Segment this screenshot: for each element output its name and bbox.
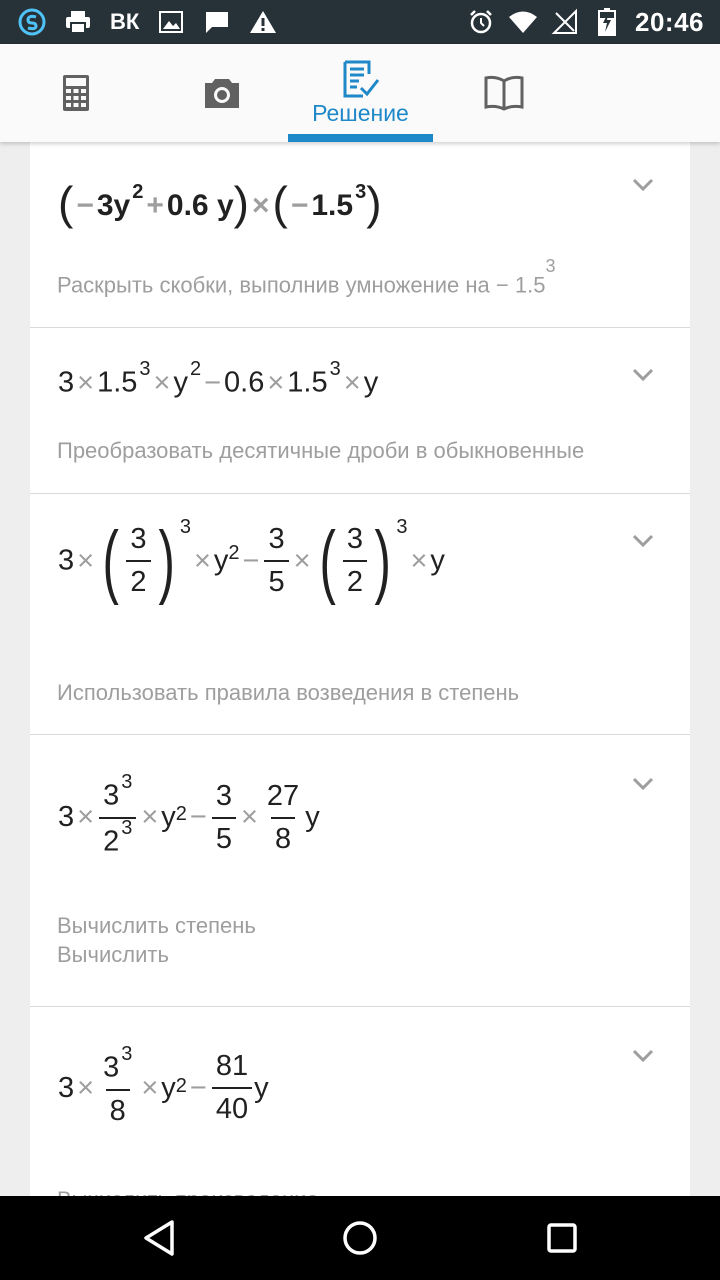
status-bar <box>0 0 720 44</box>
calculator-icon <box>63 75 89 111</box>
step-expression: 3 × $\frac{3 ^3}{8}$ × $y^2$ − $\frac{81}{40}$ y <box>58 1043 269 1127</box>
step-description: Вычислить степень Вычислить <box>57 913 256 967</box>
recents-icon[interactable] <box>542 1218 582 1258</box>
step-card[interactable] <box>30 142 690 328</box>
step-expression: 3 × 1.5 $^3$ × y $^2$ − 0.6 × 1.5 $^3$ × y <box>58 358 379 399</box>
book-icon <box>484 75 524 111</box>
print-icon <box>64 8 92 36</box>
swype-s-icon <box>18 8 46 36</box>
chat-icon <box>203 8 231 36</box>
step-description: Раскрыть скобки, выполнив умножение на − $1.5^3$ <box>57 256 556 298</box>
wifi-icon <box>509 8 537 36</box>
home-icon[interactable] <box>340 1218 380 1258</box>
active-tab-indicator <box>288 134 433 142</box>
system-navigation-bar <box>0 1196 720 1280</box>
step-expression: ( − 3y $^2$ + 0.6 y) ×( − 1.5 $^3$) <box>58 177 382 229</box>
step-card[interactable] <box>30 494 690 735</box>
warning-icon <box>249 8 277 36</box>
camera-icon <box>203 77 241 109</box>
tab-camera[interactable] <box>186 44 258 142</box>
tab-calculator[interactable] <box>40 44 112 142</box>
step-card[interactable] <box>30 328 690 494</box>
chevron-down-icon[interactable] <box>632 777 654 791</box>
vk-icon: ВК <box>110 9 140 34</box>
step-description: Преобразовать десятичные дроби в обыкновенные <box>57 438 585 463</box>
chevron-down-icon[interactable] <box>632 368 654 382</box>
step-card[interactable] <box>30 735 690 1007</box>
step-expression: 3 × $\frac{3 ^3}{2 ^3}$ × $y^2$ − $\frac{3}{5}$ × $\frac{27}{8}$ y <box>58 771 320 858</box>
checklist-icon <box>343 60 379 98</box>
battery-charging-icon <box>593 8 621 36</box>
chevron-down-icon[interactable] <box>632 1049 654 1063</box>
tab-solution[interactable] <box>288 44 433 142</box>
chevron-down-icon[interactable] <box>632 534 654 548</box>
step-description: Использовать правила возведения в степень <box>57 680 520 705</box>
alarm-icon <box>467 8 495 36</box>
tab-solution-label: Решение <box>312 99 409 126</box>
back-icon[interactable] <box>140 1218 180 1258</box>
clock-time: 20:46 <box>635 6 704 37</box>
chevron-down-icon[interactable] <box>632 178 654 192</box>
signal-icon <box>551 8 579 36</box>
step-expression: 3 × ( $\frac{3}{2}$ ) $^3\times y^2$ − $\frac{3}{5}$ × ( $\frac{3}{2}$ ) $^3$× y <box>58 515 445 606</box>
tab-book[interactable] <box>468 44 540 142</box>
image-icon <box>157 8 185 36</box>
top-tab-bar <box>0 44 720 142</box>
solution-steps-list[interactable] <box>30 142 690 1196</box>
